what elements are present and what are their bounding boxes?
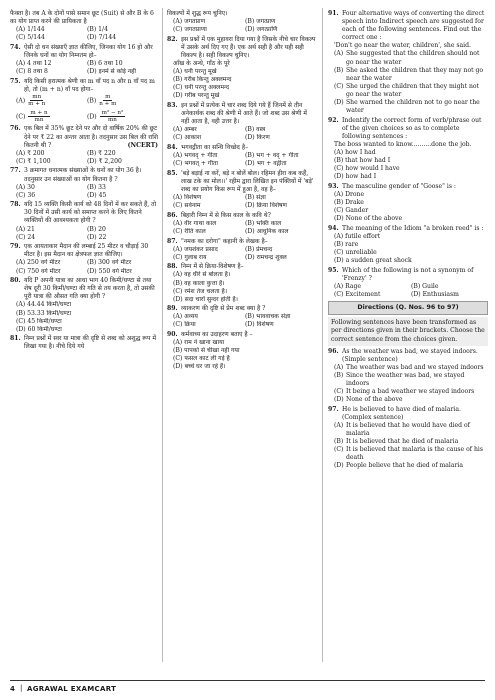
option: (C) 24	[16, 233, 36, 241]
column-divider	[162, 8, 163, 662]
option: (D) $\frac{\text{m² − n²}}{mn}$	[87, 109, 124, 124]
option: (C) It is believed that malaria is the cause of his death	[334, 446, 483, 462]
option: (B) जगत्प्राण	[245, 18, 276, 26]
option: (C) 36	[16, 191, 36, 199]
question-91: 91. Four alternative ways of converting the direct speech into Indirect speech are suggested for each of the following sentences. Find out the correct one : 'Don't go near the water, children', she said. (A) She suggested that the children should not go near the water (B) She asked the children that they may not go near the water (C) She urged the children that they might not go near the water (D) She warned the children not to go near the water	[328, 10, 488, 115]
option: (A) धनी परन्तु मूर्ख	[173, 68, 217, 76]
option: (D) रामचन्द्र शुक्ल	[245, 253, 287, 261]
option: (D) गरीब परन्तु मूर्ख	[173, 92, 220, 100]
option: (D) 60 किमी/घण्टा	[16, 325, 62, 333]
question-75: 75. यदि किसी हरात्मक श्रेणी का m वाँ पद n और n वाँ पद m हो, तो (m + n) वाँ पद होगा– (A) $\frac{mn}{m + n}$ (B) $\frac{m}{n + m}$ (C) $\frac{m + n}{mn}$ (D) $\frac{\text{m² − n²}}{mn}$	[10, 78, 158, 124]
option: (B) that how had I	[334, 157, 391, 165]
option: (D) 7/144	[87, 34, 117, 42]
option: (B) 300 वर्ग मीटर	[87, 259, 132, 267]
question-87: 87. "नमक का दरोगा" कहानी के लेखक है– (A) जयशंकर प्रसाद (B) प्रेमचन्द (C) गुलाब राय (D) रामचन्द्र शुक्ल	[167, 238, 317, 262]
option: (A) 1/144	[16, 26, 45, 34]
question-76: 76. एक बिल में 35% छूट देने पर और दो वार्षिक 20% की छूट देने पर ₹ 22 का अन्तर आता है। तदनुसार उस बिल की राशि कितनी थी ? (NCERT) (A) ₹ 200 (B) ₹ 220 (C) ₹ 1,100 (D) ₹ 2,200	[10, 125, 159, 165]
question-81-continued: विकल्पों में शुद्ध रूप चुनिए। (A) जगतप्राण (B) जगत्प्राण (C) जगतप्राणा (D) जगत्प्राणि	[167, 10, 317, 34]
option: (B) 20	[87, 225, 106, 233]
option: (A) राम ने खाना खाया	[173, 339, 225, 347]
option: (D) 550 वर्ग मीटर	[87, 267, 132, 275]
option: (D) Enthusiasm	[411, 291, 459, 299]
column-2	[167, 10, 317, 373]
option: (B) It is believed that he died of malaria	[334, 438, 459, 446]
question-81: 81. निम्न प्रश्नों में स्वर या मात्रा की दृष्टि से शब्द को अशुद्ध रूप में लिखा गया है। नीचे दिये गये	[10, 335, 157, 351]
page-number: 4	[10, 685, 15, 693]
option: (B) Drake	[334, 199, 364, 207]
option: (A) 4 तथा 12	[16, 60, 52, 68]
option: (B) भग + वद् + गीता	[245, 152, 299, 160]
option: (C) धनी परन्तु अक्लमन्द	[173, 84, 230, 92]
option: (A) $\frac{mn}{m + n}$	[16, 93, 46, 108]
question-89: 89. व्याकरण की दृष्टि से प्रेम शब्द क्या है ? (A) अव्यय (B) भाववाचक संज्ञा (C) क्रिया (D) विशेषण	[167, 305, 317, 329]
option: (A) Rage	[334, 283, 361, 291]
option: (D) None of the above	[334, 396, 403, 404]
option: (D) बच्चे घर जा रहे हैं।	[173, 363, 226, 371]
column-divider	[322, 8, 323, 662]
option: (C) ₹ 1,100	[16, 157, 51, 165]
option: (C) रमेश तेज चलता है।	[173, 287, 228, 295]
option: (C) 8 तथा 8	[16, 68, 48, 76]
quote: 'Don't go near the water, children', she said.	[334, 42, 471, 50]
footer-separator: |	[20, 684, 23, 692]
question-74: 74. ऐसी दो धन संख्याएँ ज्ञात कीजिए, जिनका योग 16 हो और जिनके घनों का योग निम्नतम हो– (A) 4 तथा 12 (B) 6 तथा 10 (C) 8 तथा 8 (D) इनमें से कोई नहीं	[10, 44, 158, 76]
option: (A) It is believed that he would have died of malaria	[334, 422, 470, 438]
question-intro: फैक्ता है। तब A के दोनों पासे समान छूट (Suit) से और B के 6 का योग प्राप्त करने की प्रायिकता है (A) 1/144 (B) 1/4 (C) 5/144 (D) 7/144	[10, 10, 158, 42]
footer-rule	[10, 680, 485, 681]
option: (C) 750 वर्ग मीटर	[16, 267, 61, 275]
option: (D) 45	[87, 191, 107, 199]
page-footer	[0, 678, 495, 700]
option: (B) ₹ 220	[87, 149, 116, 157]
option: (C) Gander	[334, 207, 369, 215]
option: (C) Excitement	[334, 291, 381, 299]
question-85: 85. 'बड़े बड़ाई ना करें, बड़े न बोलें बोल। रहिमन हीरा कब कहैं, लाख टके का मोल।।' रहीम द्वारा लिखित इन पंक्तियों में 'बड़े' शब्द का प्रयोग किस रूप में हुआ है, वह है– (A) विशेषण (B) संज्ञा (C) सर्वनाम (D) क्रिया विशेषण	[167, 170, 317, 210]
question-92: 92. Indentify the correct form of verb/phrase out of the given choices so as to complete following sentences : The boss wanted to know..........done the job. (A) how I had (B) that how had I (C) how would I have (D) how had I	[328, 117, 488, 182]
option: (B) 1/4	[87, 26, 108, 34]
option: (C) रीति काल	[173, 227, 206, 235]
option: (B) 6 तथा 10	[87, 60, 123, 68]
option: (C) गुलाब राय	[173, 253, 207, 261]
option: (D) how had I	[334, 173, 377, 181]
option: (B) प्रेमचन्द	[245, 245, 273, 253]
option: (B) Guile	[411, 283, 439, 291]
question-82: 82. इस प्रश्नों में एक मुहावरा दिया गया है जिसके नीचे चार विकल्प में उसके अर्थ दिए गए हैं। एक अर्थ सही है और यही सही विकल्प है। सही विकल्प चुनिए। आँख के अन्धे, गाँठ के पूरे (A) धनी परन्तु मूर्ख (B) गरीब किन्तु अक्लमन्द (C) धनी परन्तु अक्लमन्द (D) गरीब परन्तु मूर्ख	[167, 35, 316, 100]
option: (C) 5/144	[16, 34, 45, 42]
option: (A) The weather was bad and we stayed indoors	[334, 363, 484, 371]
question-90: 90. कर्मवाच्य का उदाहरण बताए है – (A) राम ने खाना खाया (B) पापको से चीखा नहीं गया (C) फसल काट ली गई है (D) बच्चे घर जा रहे हैं।	[167, 331, 317, 371]
idiom: आँख के अन्धे, गाँठ के पूरे	[173, 60, 230, 68]
option: (B) वस्त्र	[245, 126, 266, 134]
option: (C) भगवत् + गीता	[173, 160, 218, 168]
option: (C) how would I have	[334, 165, 400, 173]
option: (A) how I had	[334, 149, 376, 157]
directions-heading: Directions (Q. Nos. 96 to 97)	[328, 301, 488, 315]
option: (C) आकाश	[173, 134, 201, 142]
option: (D) क्रिया विशेषण	[245, 202, 287, 210]
option: (A) विशेषण	[173, 194, 202, 202]
option: (D) किरण	[245, 134, 270, 142]
option: (B) पापको से चीखा नहीं गया	[173, 347, 240, 355]
option: (C) जगतप्राणा	[173, 26, 207, 34]
option: (D) ₹ 2,200	[87, 157, 122, 165]
option: (B) 53.33 किमी/घण्टा	[16, 309, 72, 317]
option: (B) भाववाचक संज्ञा	[245, 313, 291, 321]
option: (A) ₹ 200	[16, 149, 45, 157]
option: (A) जगतप्राण	[173, 18, 205, 26]
option: (A) 21	[16, 225, 35, 233]
question-78: 78. यदि 15 व्यक्ति किसी कार्य को 48 दिनों में कर सकते हैं, तो 30 दिनों में उसी कार्य को समाप्त करने के लिए कितने व्यक्तियों की आवश्यकता होगी ? (A) 21 (B) 20 (C) 24 (D) 22	[10, 201, 157, 241]
question-94: 94. The meaning of the Idiom "a broken reed" is : (A) futile effort (B) rare (C) unreliable (D) a sudden great shock	[328, 225, 488, 265]
option: (A) 250 वर्ग मीटर	[16, 259, 61, 267]
question-96: 96. As the weather was bad, we stayed indoors. (Simple sentence) (A) The weather was bad and we stayed indoors (B) Since the weather was bad, we stayed indoors (C) It being a bad weather we stayed indoors (D) None of the above	[328, 348, 488, 405]
question-86: 86. बिहारी निम्न में से किस काल के कवि थे? (A) वीर गाथा काल (B) भक्ति काल (C) रीति काल (D) आधुनिक काल	[167, 212, 317, 236]
sentence-stem: The boss wanted to know..........done the job.	[334, 141, 472, 148]
option: (C) क्रिया	[173, 321, 196, 329]
question-97: 97. He is believed to have died of malaria. (Complex sentence) (A) It is believed that he would have died of malaria (B) It is believed that he died of malaria (C) It is believed that malaria is the cause of his death (D) People believe that he died of malaria	[328, 406, 488, 471]
option: (B) संज्ञा	[245, 194, 266, 202]
option: (C) It being a bad weather we stayed indoors	[334, 388, 475, 396]
brand-name: AGRAWAL EXAMCART	[27, 685, 117, 693]
question-95: 95. Which of the following is not a synonym of 'Frenzy' ? (A) Rage (B) Guile (C) Excitement (D) Enthusiasm	[328, 267, 488, 299]
question-83: 83. इन प्रश्नों में प्रत्येक में चार शब्द दिये गये हैं जिनमें से तीन अनेकार्थक शब्द की श्रेणी में आते हैं। जो शब्द उस श्रेणी में नहीं आता है, वही उत्तर है। (A) अम्बर (B) वस्त्र (C) आकाश (D) किरण	[167, 102, 317, 142]
option: (D) सदा चारों सुन्दर होती है।	[173, 295, 238, 303]
option: (A) वीर गाथा काल	[173, 219, 217, 227]
option: (D) आधुनिक काल	[245, 227, 289, 235]
option: (A) 30	[16, 183, 35, 191]
option: (B) $\frac{m}{n + m}$	[87, 93, 117, 108]
option: (D) People believe that he died of malaria	[334, 462, 463, 470]
question-77: 77. 3 क्रमागत धनात्मक संख्याओं के घनों का योग 36 है। तदनुसार उन संख्याओं का योग कितना है ? (A) 30 (B) 33 (C) 36 (D) 45	[10, 167, 158, 199]
option: (A) 44.44 किमी/घण्टा	[16, 301, 72, 309]
option: (D) None of the above	[334, 215, 403, 223]
option: (B) भक्ति काल	[245, 219, 282, 227]
option: (C) She urged the children that they might not go near the water	[334, 82, 479, 98]
option: (D) 22	[87, 233, 107, 241]
option: (D) भग + वद्गीता	[245, 160, 287, 168]
question-84: 84. भगवद्गीता का सन्धि विच्छेद है– (A) भगवद् + गीता (B) भग + वद् + गीता (C) भगवत् + गीता (D) भग + वद्गीता	[167, 144, 317, 168]
option: (A) futile effort	[334, 233, 381, 241]
option: (A) भगवद् + गीता	[173, 152, 218, 160]
option: (A) Drone	[334, 191, 365, 199]
option: (D) इनमें से कोई नहीं	[87, 68, 136, 76]
option: (B) 33	[87, 183, 106, 191]
option: (C) 45 किमी/घण्टा	[16, 317, 62, 325]
option: (B) गरीब किन्तु अक्लमन्द	[173, 76, 232, 84]
question-93: 93. The masculine gender of "Goose" is : (A) Drone (B) Drake (C) Gander (D) None of the above	[328, 183, 488, 223]
directions-text: Following sentences have been transformed as per directions given in their brackets. Choose the correct sentence from the choices given.	[328, 317, 488, 345]
option: (D) विशेषण	[245, 321, 274, 329]
column-3	[328, 10, 488, 472]
option: (A) जयशंकर प्रसाद	[173, 245, 218, 253]
option: (A) अम्बर	[173, 126, 197, 134]
option: (B) वह काला कुत्ता है।	[173, 279, 225, 287]
option: (C) फसल काट ली गई है	[173, 355, 230, 363]
option: (B) Since the weather was bad, we stayed indoors	[334, 371, 465, 388]
option: (A) अव्यय	[173, 313, 198, 321]
column-1	[10, 10, 158, 353]
option: (D) a sudden great shock	[334, 257, 412, 265]
option: (B) rare	[334, 241, 359, 249]
source-tag: (NCERT)	[127, 141, 158, 149]
question-79: 79. एक आयताकार मैदान की लम्बाई 25 मीटर व चौड़ाई 30 मीटर है। इस मैदान का क्षेत्रफल ज्ञात कीजिए। (A) 250 वर्ग मीटर (B) 300 वर्ग मीटर (C) 750 वर्ग मीटर (D) 550 वर्ग मीटर	[10, 243, 158, 275]
question-80: 80. यदि P अपनी यात्रा का आधा भाग 40 किमी/घण्टा से तथा शेष दूरी 30 किमी/घण्टा की गति से तय करता है, तो उसकी पूरी यात्रा की औसत गति क्या होगी ? (A) 44.44 किमी/घण्टा (B) 53.33 किमी/घण्टा (C) 45 किमी/घण्टा (D) 60 किमी/घण्टा	[10, 277, 158, 334]
option: (C) $\frac{m + n}{mn}$	[16, 109, 48, 124]
option: (C) सर्वनाम	[173, 202, 201, 210]
option: (D) She warned the children not to go near the water	[334, 99, 480, 115]
option: (D) जगत्प्राणि	[245, 26, 278, 34]
option: (A) वह धीरे से बोलता है।	[173, 271, 231, 279]
option: (B) She asked the children that they may not go near the water	[334, 66, 484, 82]
question-88: 88. निम्न में से क्रिया-विशेषण है– (A) वह धीरे से बोलता है। (B) वह काला कुत्ता है। (C) रमेश तेज चलता है। (D) सदा चारों सुन्दर होती है।	[167, 263, 317, 303]
option: (A) She suggested that the children should not go near the water	[334, 50, 480, 66]
option: (C) unreliable	[334, 249, 377, 257]
